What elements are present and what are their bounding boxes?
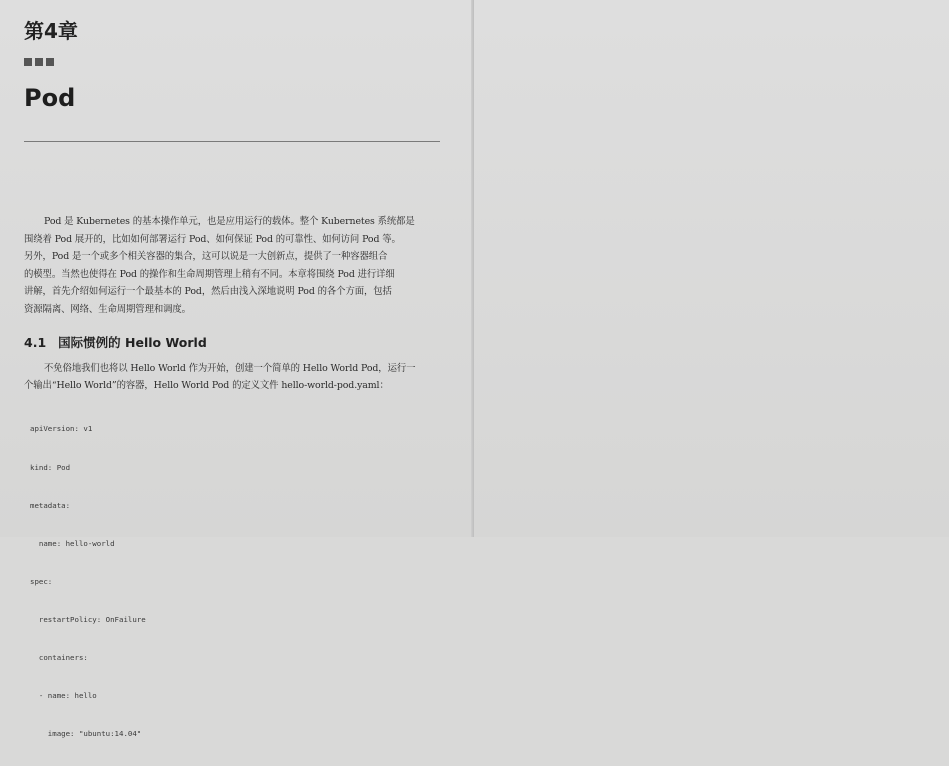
- section-title: 国际惯例的 Hello World: [58, 335, 207, 350]
- intro-paragraph: [24, 213, 442, 319]
- section-line: 不免俗地我们也将以 Hello World 作为开始，创建一个简单的 Hello World Pod，运行一: [44, 363, 416, 374]
- chapter-decoration: [24, 58, 54, 66]
- intro-line: 围绕着 Pod 展开的，比如如何部署运行 Pod、如何保证 Pod 的可靠性、如何访问 Pod 等。: [24, 233, 401, 245]
- intro-line: 讲解，首先介绍如何运行一个最基本的 Pod，然后由浅入深地说明 Pod 的各个方面，包括: [24, 286, 392, 298]
- right-page: [474, 0, 949, 537]
- section-paragraph: [24, 360, 442, 394]
- section-heading: [24, 333, 207, 351]
- code-line: containers:: [30, 653, 88, 663]
- chapter-title: Pod: [24, 84, 76, 112]
- code-line: apiVersion: v1: [30, 424, 93, 434]
- intro-line: Pod 是 Kubernetes 的基本操作单元，也是应用运行的载体。整个 Kubernetes 系统都是: [44, 216, 415, 227]
- section-line: 个输出“Hello World”的容器，Hello World Pod 的定义文件 hello-world-pod.yaml：: [24, 380, 389, 391]
- code-line: restartPolicy: OnFailure: [30, 614, 146, 624]
- left-page: [0, 0, 474, 739]
- code-line: image: "ubuntu:14.04": [30, 729, 142, 739]
- code-line: metadata:: [30, 500, 71, 510]
- yaml-code-block: [30, 398, 146, 766]
- code-line: - name: hello: [30, 691, 97, 701]
- code-line: kind: Pod: [30, 462, 71, 472]
- section-number: 4.1: [24, 335, 47, 350]
- intro-line: 另外，Pod 是一个或多个相关容器的集合，这可以说是一大创新点，提供了一种容器组合: [24, 251, 388, 263]
- code-line: spec:: [30, 576, 53, 586]
- chapter-divider: [24, 141, 440, 142]
- code-line: name: hello-world: [30, 538, 115, 548]
- intro-line: 资源隔离、网络、生命周期管理和调度。: [24, 303, 191, 315]
- intro-line: 的模型。当然也使得在 Pod 的操作和生命周期管理上稍有不同。本章将围绕 Pod 进行详细: [24, 268, 395, 280]
- chapter-label: 第4章: [24, 19, 78, 43]
